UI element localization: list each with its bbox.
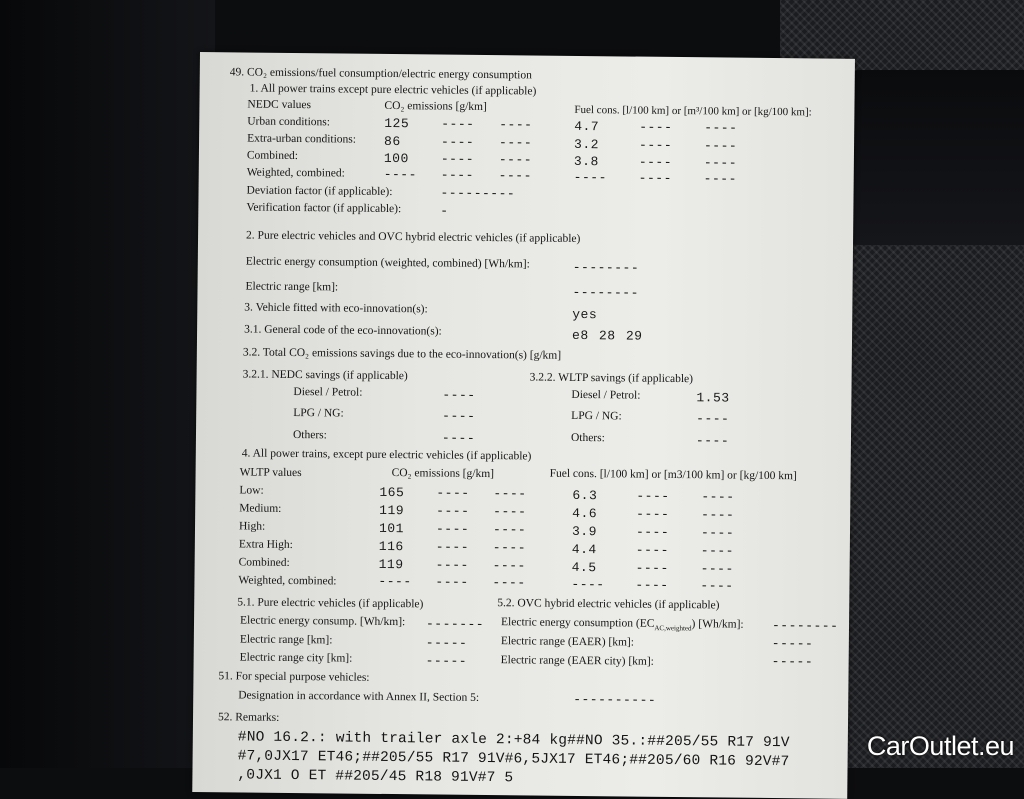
wltp-savings-label: LPG / NG: xyxy=(571,409,622,423)
wltp-row-co2: 119 xyxy=(378,556,404,573)
wltp-row-fuel-dash: ---- xyxy=(700,561,734,577)
wltp-row-fuel: 4.6 xyxy=(572,505,598,522)
wltp-row-fuel-dash: ---- xyxy=(701,507,735,523)
wltp-co2-header: CO₂ emissions [g/km] xyxy=(391,467,495,481)
wltp-row-co2-dash: ---- xyxy=(492,522,527,538)
background-seat-panel xyxy=(830,70,1024,245)
wltp-row-fuel-dash: ---- xyxy=(636,488,670,504)
wltp-row-co2: 101 xyxy=(378,520,405,537)
nedc-row-label: Extra-urban conditions: xyxy=(247,132,357,146)
wltp-row-fuel-dash: ---- xyxy=(700,578,734,594)
nedc-values-header: NEDC values xyxy=(247,98,312,112)
nedc-row-co2: ---- xyxy=(383,166,418,183)
p3-heading: 3. Vehicle fitted with eco-innovation(s): xyxy=(244,301,428,316)
nedc-row-co2: 100 xyxy=(383,150,409,167)
nedc-row-fuel-dash: ---- xyxy=(703,155,738,171)
e-range-value: -------- xyxy=(572,284,639,301)
deviation-factor-value: --------- xyxy=(440,185,516,202)
nedc-row-fuel: 3.2 xyxy=(573,136,600,153)
nedc-row-fuel-dash: ---- xyxy=(639,119,673,135)
nedc-savings-value: ---- xyxy=(442,408,476,424)
p52-label-tail: ) [Wh/km]: xyxy=(691,618,744,631)
deviation-factor-label: Deviation factor (if applicable): xyxy=(246,184,393,199)
nedc-row-fuel-dash: ---- xyxy=(703,138,738,154)
p51-label: Electric range city [km]: xyxy=(239,651,353,665)
nedc-row-co2-dash: ---- xyxy=(498,168,533,184)
nedc-savings-value: ---- xyxy=(442,387,476,403)
p4-heading: 4. All power trains, except pure electric vehicles (if applicable) xyxy=(241,447,532,463)
nedc-row-fuel-dash: ---- xyxy=(703,171,737,187)
wltp-row-co2: ---- xyxy=(378,573,412,590)
nedc-row-co2-dash: ---- xyxy=(498,135,533,151)
s52-title: 52. Remarks: xyxy=(217,711,280,724)
nedc-co2-header: CO₂ emissions [g/km] xyxy=(384,99,487,114)
wltp-row-fuel: ---- xyxy=(571,576,605,593)
wltp-row-fuel-dash: ---- xyxy=(700,525,735,541)
wltp-row-label: High: xyxy=(238,520,266,533)
nedc-row-label: Urban conditions: xyxy=(247,115,331,129)
s51-title: 51. For special purpose vehicles: xyxy=(218,670,370,684)
nedc-row-fuel-dash: ---- xyxy=(638,137,673,153)
nedc-row-co2-dash: ---- xyxy=(440,134,475,150)
p321-heading: 3.2.1. NEDC savings (if applicable) xyxy=(242,368,408,383)
verification-factor-value: - xyxy=(440,203,449,219)
p52-label: Electric range (EAER) [km]: xyxy=(500,635,635,649)
p52-value: ----- xyxy=(771,636,814,652)
nedc-savings-label: Others: xyxy=(292,428,327,442)
nedc-savings-value: ---- xyxy=(441,430,476,446)
wltp-row-co2: 119 xyxy=(379,502,405,519)
nedc-row-fuel: 3.8 xyxy=(573,153,599,170)
nedc-row-fuel-dash: ---- xyxy=(638,154,673,170)
p51-value: ------- xyxy=(425,616,485,633)
remarks-line-1: #NO 16.2.: with trailer axle 2:+84 kg##NO 35.:##205/55 R17 91V xyxy=(237,729,790,752)
p31-value: e8 28 29 xyxy=(571,327,643,344)
nedc-row-co2: 125 xyxy=(384,115,410,132)
wltp-row-co2-dash: ---- xyxy=(492,558,526,574)
p2-heading: 2. Pure electric vehicles and OVC hybrid electric vehicles (if applicable) xyxy=(246,229,581,245)
p3-value: yes xyxy=(572,306,598,323)
wltp-savings-label: Diesel / Petrol: xyxy=(571,388,641,402)
background-dark-left xyxy=(0,0,215,768)
wltp-row-fuel: 4.5 xyxy=(571,559,597,576)
wltp-values-header: WLTP values xyxy=(239,466,302,480)
wltp-row-co2-dash: ---- xyxy=(493,504,527,520)
wltp-row-co2-dash: ---- xyxy=(435,574,469,590)
wltp-row-co2-dash: ---- xyxy=(435,521,470,537)
p32-heading: 3.2. Total CO₂ emissions savings due to the eco-innovation(s) [g/km] xyxy=(242,346,562,362)
wltp-row-co2: 165 xyxy=(379,484,405,501)
designation-label: Designation in accordance with Annex II, Section 5: xyxy=(238,689,480,704)
wltp-row-fuel-dash: ---- xyxy=(700,543,735,559)
nedc-row-label: Combined: xyxy=(246,149,299,163)
wltp-row-fuel: 3.9 xyxy=(571,523,597,540)
s49-title: 49. CO₂ emissions/fuel consumption/electric energy consumption xyxy=(229,66,532,82)
wltp-row-fuel-dash: ---- xyxy=(635,577,669,593)
p52-label xyxy=(501,617,744,633)
wltp-row-co2-dash: ---- xyxy=(436,485,470,501)
nedc-fuel-header: Fuel cons. [l/100 km] or [m³/100 km] or [kg/100 km]: xyxy=(574,103,812,119)
p51-label: Electric energy consump. [Wh/km]: xyxy=(239,614,406,629)
coc-document-sheet xyxy=(192,52,855,799)
e-range-label: Electric range [km]: xyxy=(245,280,339,294)
wltp-row-co2-dash: ---- xyxy=(492,540,527,556)
wltp-row-fuel-dash: ---- xyxy=(636,506,670,522)
nedc-row-fuel-dash: ---- xyxy=(704,120,738,136)
p31-label: 3.1. General code of the eco-innovation(s): xyxy=(244,323,442,338)
p51-heading: 5.1. Pure electric vehicles (if applicable) xyxy=(237,596,424,611)
wltp-row-co2-dash: ---- xyxy=(436,503,470,519)
p51-label: Electric range [km]: xyxy=(239,633,333,647)
p52-label-sub: AC,weighted xyxy=(654,624,692,633)
wltp-savings-label: Others: xyxy=(570,431,605,445)
p52-heading: 5.2. OVC hybrid electric vehicles (if applicable) xyxy=(497,597,720,612)
wltp-row-label: Extra High: xyxy=(238,538,293,551)
wltp-row-fuel-dash: ---- xyxy=(635,542,670,558)
wltp-row-fuel-dash: ---- xyxy=(701,489,735,505)
wltp-row-fuel-dash: ---- xyxy=(635,524,670,540)
nedc-row-co2-dash: ---- xyxy=(440,167,475,183)
nedc-row-fuel-dash: ---- xyxy=(638,170,672,186)
wltp-row-label: Weighted, combined: xyxy=(238,574,337,588)
wltp-savings-value: ---- xyxy=(695,433,730,449)
remarks-line-3: ,0JX1 O ET ##205/45 R18 91V#7 5 xyxy=(237,767,514,787)
nedc-row-fuel: ---- xyxy=(573,169,608,186)
ee-consumption-label: Electric energy consumption (weighted, combined) [Wh/km]: xyxy=(245,255,530,271)
p1-heading: 1. All power trains except pure electric vehicles (if applicable) xyxy=(249,82,537,98)
wltp-row-label: Combined: xyxy=(238,556,290,569)
wltp-row-co2-dash: ---- xyxy=(493,486,527,502)
p322-heading: 3.2.2. WLTP savings (if applicable) xyxy=(529,371,694,386)
nedc-row-co2-dash: ---- xyxy=(499,117,533,133)
p51-value: ----- xyxy=(425,653,468,669)
caroutlet-watermark-logo: CarOutlet.eu xyxy=(866,731,1014,761)
p52-label: Electric range (EAER city) [km]: xyxy=(500,654,654,668)
p51-value: ----- xyxy=(425,635,468,651)
wltp-row-label: Medium: xyxy=(239,502,282,515)
nedc-row-co2-dash: ---- xyxy=(440,151,475,167)
nedc-row-label: Weighted, combined: xyxy=(246,166,345,180)
nedc-row-co2-dash: ---- xyxy=(498,152,533,168)
wltp-row-label: Low: xyxy=(239,484,264,497)
designation-value: ---------- xyxy=(573,691,657,708)
ee-consumption-value: -------- xyxy=(572,259,640,276)
wltp-savings-value: ---- xyxy=(696,411,730,427)
wltp-row-co2-dash: ---- xyxy=(492,575,526,591)
wltp-fuel-header: Fuel cons. [l/100 km] or [m3/100 km] or [kg/100 km] xyxy=(549,467,797,483)
nedc-savings-label: Diesel / Petrol: xyxy=(293,385,363,399)
verification-factor-label: Verification factor (if applicable): xyxy=(246,201,402,216)
wltp-row-co2-dash: ---- xyxy=(435,539,470,555)
wltp-row-co2: 116 xyxy=(378,538,404,555)
wltp-row-fuel-dash: ---- xyxy=(635,560,669,576)
nedc-savings-label: LPG / NG: xyxy=(293,406,344,420)
p52-value: ----- xyxy=(771,654,814,670)
nedc-row-co2-dash: ---- xyxy=(441,116,475,132)
p52-value: -------- xyxy=(771,618,839,634)
wltp-row-fuel: 6.3 xyxy=(572,487,598,504)
nedc-row-co2: 86 xyxy=(383,133,401,150)
wltp-savings-value: 1.53 xyxy=(696,390,730,406)
wltp-row-co2-dash: ---- xyxy=(435,557,469,573)
wltp-row-fuel: 4.4 xyxy=(571,541,597,558)
nedc-row-fuel: 4.7 xyxy=(574,118,600,135)
remarks-line-2: #7,0JX17 ET46;##205/55 R17 91V#6,5JX17 ET46;##205/60 R16 92V#7 xyxy=(237,748,790,771)
p52-label-main: Electric energy consumption (EC xyxy=(500,616,655,630)
